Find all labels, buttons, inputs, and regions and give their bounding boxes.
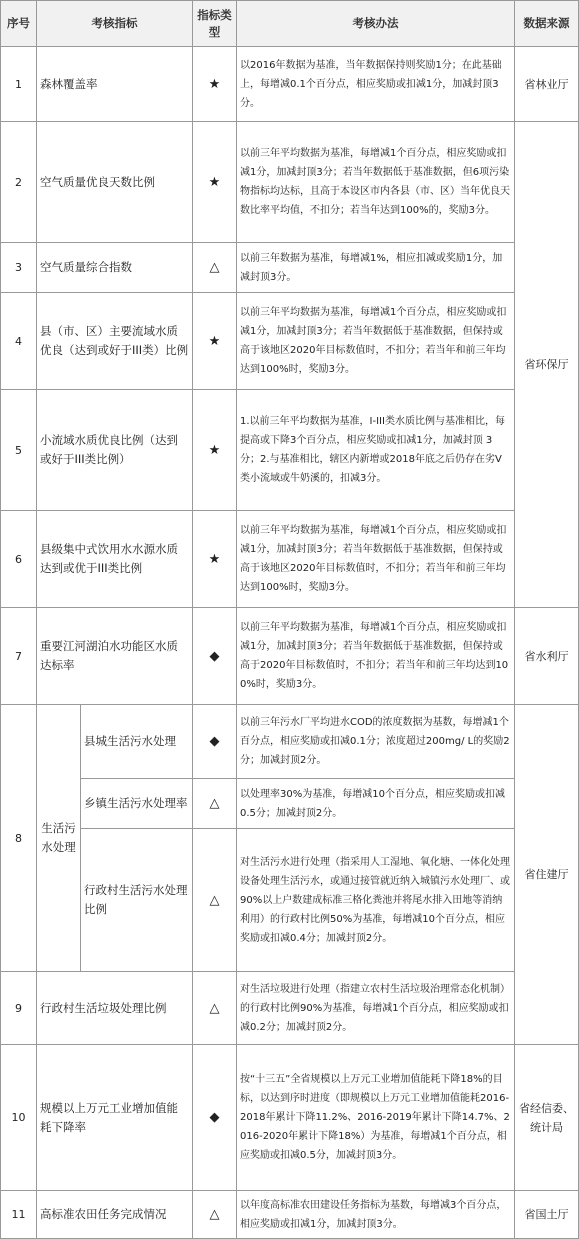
table-row — [1, 390, 579, 511]
row-seq: 3 — [1, 243, 37, 293]
triangle-icon: △ — [193, 779, 237, 829]
row-source: 省住建厅 — [515, 705, 579, 1045]
row-indicator: 县城生活污水处理 — [81, 705, 193, 779]
star-icon: ★ — [193, 47, 237, 122]
row-indicator: 乡镇生活污水处理率 — [81, 779, 193, 829]
row-indicator: 县（市、区）主要流域水质优良（达到或好于III类）比例 — [37, 293, 193, 390]
header-method: 考核办法 — [237, 1, 515, 47]
row-method: 以前三年数据为基准，每增减1%，相应扣减或奖励1分，加减封顶3分。 — [237, 243, 515, 293]
row-source: 省经信委、统计局 — [515, 1045, 579, 1191]
row-seq: 5 — [1, 390, 37, 511]
table-row — [1, 1045, 579, 1191]
table-row — [1, 293, 579, 390]
row-indicator: 空气质量综合指数 — [37, 243, 193, 293]
table-row — [1, 1191, 579, 1239]
triangle-icon: △ — [193, 1191, 237, 1239]
star-icon: ★ — [193, 293, 237, 390]
header-row — [1, 1, 579, 47]
row-method: 以前三年平均数据为基准，每增减1个百分点，相应奖励或扣减1分，加减封顶3分；若当年数据低于基准数据，但保持或高于该地区2020年目标数值时，不扣分；若当年和前三年均达到100%时，奖励3分。 — [237, 293, 515, 390]
star-icon: ★ — [193, 511, 237, 608]
row-seq: 11 — [1, 1191, 37, 1239]
diamond-icon: ◆ — [193, 1045, 237, 1191]
row-group: 生活污水处理 — [37, 705, 81, 972]
table-row — [1, 705, 579, 779]
table-row — [1, 243, 579, 293]
row-seq: 1 — [1, 47, 37, 122]
row-source: 省国土厅 — [515, 1191, 579, 1239]
diamond-icon: ◆ — [193, 608, 237, 705]
row-seq: 2 — [1, 122, 37, 243]
row-indicator: 规模以上万元工业增加值能耗下降率 — [37, 1045, 193, 1191]
row-method: 以前三年平均数据为基准，每增减1个百分点，相应奖励或扣减1分，加减封顶3分；若当年数据低于基准数据，但保持或高于2020年目标数值时，不扣分；若当年和前三年均达到100%时，奖励3分。 — [237, 608, 515, 705]
triangle-icon: △ — [193, 243, 237, 293]
star-icon: ★ — [193, 390, 237, 511]
row-method: 以年度高标准农田建设任务指标为基数，每增减3个百分点，相应奖励或扣减1分，加减封顶3分。 — [237, 1191, 515, 1239]
row-method: 以前三年平均数据为基准，每增减1个百分点，相应奖励或扣减1分，加减封顶3分；若当年数据低于基准数据，但6项污染物指标均达标，且高于本设区市内各县（市、区）当年优良天数比率平均值，不扣分；若当年达到100%的，奖励3分。 — [237, 122, 515, 243]
row-indicator: 高标准农田任务完成情况 — [37, 1191, 193, 1239]
row-indicator: 行政村生活污水处理比例 — [81, 829, 193, 972]
triangle-icon: △ — [193, 972, 237, 1045]
table-row — [1, 47, 579, 122]
table-row — [1, 608, 579, 705]
header-type: 指标类型 — [193, 1, 237, 47]
header-indicator: 考核指标 — [37, 1, 193, 47]
row-method: 按“十三五”全省规模以上万元工业增加值能耗下降18%的目标，以达到序时进度（即规模以上万元工业增加值能耗2016-2018年累计下降11.2%、2016-2019年累计下降14.7%、2016-2020年累计下降18%）为基准，每增减1个百分点，相应奖励或扣减0.5分，加减封顶3分。 — [237, 1045, 515, 1191]
row-method: 对生活垃圾进行处理（指建立农村生活垃圾治理常态化机制）的行政村比例90%为基准，每增减1个百分点，相应奖励或扣减0.2分；加减封顶2分。 — [237, 972, 515, 1045]
table-row — [1, 972, 579, 1045]
table-row — [1, 511, 579, 608]
row-source: 省水利厅 — [515, 608, 579, 705]
table-row — [1, 122, 579, 243]
row-method: 对生活污水进行处理（指采用人工湿地、氧化塘、一体化处理设备处理生活污水，或通过接管就近纳入城镇污水处理厂、或90%以上户数建成标准三格化粪池并将尾水排入田地等消纳利用）的行政村比例50%为基准，每增减10个百分点，相应奖励或扣减0.4分；加减封顶2分。 — [237, 829, 515, 972]
row-seq: 9 — [1, 972, 37, 1045]
row-seq: 4 — [1, 293, 37, 390]
table-row — [1, 779, 579, 829]
table-row — [1, 829, 579, 972]
row-method: 以前三年污水厂平均进水COD的浓度数据为基数，每增减1个百分点，相应奖励或扣减0.1分；浓度超过200mg/ L的奖励2分；加减封顶2分。 — [237, 705, 515, 779]
row-indicator: 县级集中式饮用水水源水质达到或优于III类比例 — [37, 511, 193, 608]
row-seq: 8 — [1, 705, 37, 972]
row-indicator: 森林覆盖率 — [37, 47, 193, 122]
header-seq: 序号 — [1, 1, 37, 47]
row-seq: 10 — [1, 1045, 37, 1191]
header-source: 数据来源 — [515, 1, 579, 47]
row-indicator: 重要江河湖泊水功能区水质达标率 — [37, 608, 193, 705]
row-indicator: 行政村生活垃圾处理比例 — [37, 972, 193, 1045]
triangle-icon: △ — [193, 829, 237, 972]
diamond-icon: ◆ — [193, 705, 237, 779]
row-indicator: 空气质量优良天数比例 — [37, 122, 193, 243]
row-seq: 6 — [1, 511, 37, 608]
star-icon: ★ — [193, 122, 237, 243]
row-method: 1.以前三年平均数据为基准，I-III类水质比例与基准相比，每提高或下降3个百分点，相应奖励或扣减1分，加减封顶 3分；2.与基准相比，辖区内新增或2018年底之后仍存在劣V类小流域或牛奶溪的，扣减3分。 — [237, 390, 515, 511]
row-method: 以处理率30%为基准，每增减10个百分点，相应奖励或扣减0.5分；加减封顶2分。 — [237, 779, 515, 829]
row-method: 以前三年平均数据为基准，每增减1个百分点，相应奖励或扣减1分，加减封顶3分；若当年数据低于基准数据，但保持或高于该地区2020年目标数值时，不扣分；若当年和前三年均达到100%时，奖励3分。 — [237, 511, 515, 608]
row-indicator: 小流域水质优良比例（达到或好于III类比例） — [37, 390, 193, 511]
row-method: 以2016年数据为基准，当年数据保持则奖励1分；在此基础上，每增减0.1个百分点，相应奖励或扣减1分，加减封顶3分。 — [237, 47, 515, 122]
row-seq: 7 — [1, 608, 37, 705]
row-source: 省林业厅 — [515, 47, 579, 122]
row-source: 省环保厅 — [515, 122, 579, 608]
